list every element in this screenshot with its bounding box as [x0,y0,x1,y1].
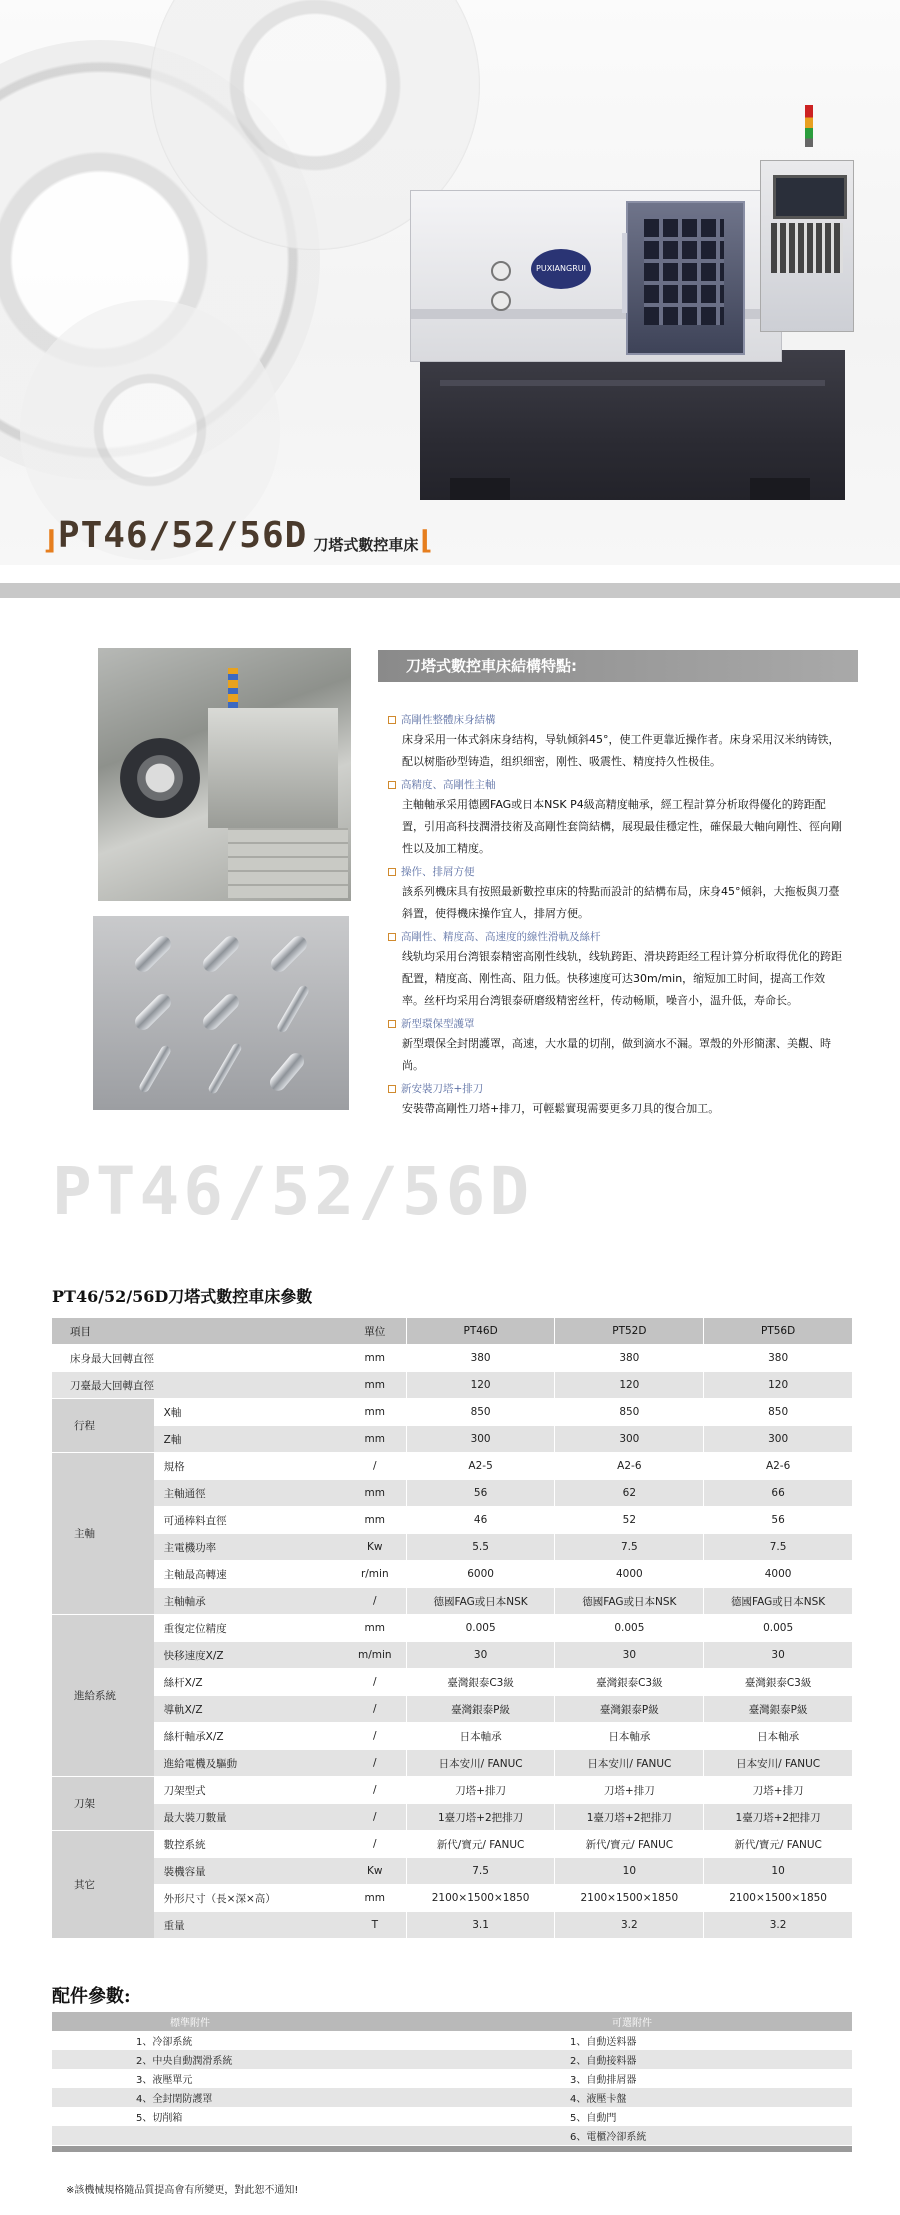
gauge-icon [491,261,511,281]
header-standard: 標準附件 [52,2012,452,2031]
table-row: 主軸 規格 / A2-5 A2-6 A2-6 [52,1453,852,1480]
header-pt56d: PT56D [704,1318,852,1345]
feature-title: 操作、排屑方便 [401,866,475,878]
checkbox-icon [388,781,396,789]
parts-photo [93,916,349,1110]
feature-item [388,929,853,1012]
table-row: 絲杆X/Z / 臺灣銀泰C3級 臺灣銀泰C3級 臺灣銀泰C3級 [52,1669,852,1696]
checkbox-icon [388,933,396,941]
table-row: 主軸最高轉速 r/min 6000 4000 4000 [52,1561,852,1588]
feature-title: 高精度、高剛性主軸 [401,779,496,791]
feature-text: 該系列機床具有按照最新數控車床的特點而設計的結構布局，床身45°傾斜，大拖板與刀臺斜置，使得機床操作宜人，排屑方便。 [402,885,840,920]
feature-item [388,1016,853,1077]
group-label: 其它 [52,1831,154,1939]
table-row: 裝機容量 Kw 7.5 10 10 [52,1858,852,1885]
table-row: 4、全封閉防護罩 4、液壓卡盤 [52,2088,852,2107]
header-item: 項目 [52,1318,344,1345]
header-pt46d: PT46D [406,1318,555,1345]
accessories-title: 配件參數: [52,1986,131,2007]
spec-table-title: PT46/52/56D刀塔式數控車床參數 [52,1287,313,1306]
spec-table [52,1318,852,1939]
table-row: Z軸 mm 300 300 300 [52,1426,852,1453]
feature-item [388,712,853,773]
checkbox-icon [388,868,396,876]
table-row: 主軸軸承 / 德國FAG或日本NSK 德國FAG或日本NSK 德國FAG或日本NSK [52,1588,852,1615]
header-pt52d: PT52D [555,1318,704,1345]
page-title [44,508,432,556]
model-name: PT46/52/56D [57,515,308,556]
bracket-right-icon: ⌊ [420,526,433,556]
table-row: 刀臺最大回轉直徑 mm 120 120 120 [52,1372,852,1399]
feature-item [388,777,853,860]
spindle-photo [98,648,351,901]
feature-text: 线轨均采用台湾银泰精密高刚性线轨，线轨跨距、滑块跨距经工程计算分析取得优化的跨距配置，精度高、刚性高、阻力低。快移速度可达30m/min，缩短加工时间，提高工作效率。丝杆均采用台湾银泰研磨级精密丝杆，传动畅顺，噪音小，温升低，寿命长。 [402,950,842,1007]
feature-title: 高剛性整體床身結構 [401,714,496,726]
group-label: 進給系統 [52,1615,154,1777]
signal-lamp [805,105,813,147]
checkbox-icon [388,716,396,724]
divider-band [0,583,900,598]
table-header-row [52,1318,852,1345]
header-unit: 單位 [344,1318,406,1345]
checkbox-icon [388,1085,396,1093]
table-row: 重量 T 3.1 3.2 3.2 [52,1912,852,1939]
feature-title: 新安裝刀塔+排刀 [401,1083,484,1095]
watermark-model: PT46/52/56D [52,1153,534,1230]
table-row: 主軸通徑 mm 56 62 66 [52,1480,852,1507]
table-row: 3、液壓單元 3、自動排屑器 [52,2069,852,2088]
machine-door [626,201,745,355]
table-row: 刀架 刀架型式 / 刀塔+排刀 刀塔+排刀 刀塔+排刀 [52,1777,852,1804]
feature-text: 安裝帶高剛性刀塔+排刀，可輕鬆實現需要更多刀具的復合加工。 [402,1102,720,1115]
table-row: 行程 X軸 mm 850 850 850 [52,1399,852,1426]
checkbox-icon [388,1020,396,1028]
table-row: 5、切削箱 5、自動門 [52,2107,852,2126]
features-heading: 刀塔式數控車床結構特點: [378,650,858,682]
group-label: 行程 [52,1399,154,1453]
table-row: 1、冷卻系統 1、自動送料器 [52,2031,852,2050]
machine-base [420,350,845,500]
table-row: 最大裝刀數量 / 1臺刀塔+2把排刀 1臺刀塔+2把排刀 1臺刀塔+2把排刀 [52,1804,852,1831]
hero-banner [0,0,900,565]
table-row: 床身最大回轉直徑 mm 380 380 380 [52,1345,852,1372]
divider-line [52,2146,852,2152]
table-row: 主電機功率 Kw 5.5 7.5 7.5 [52,1534,852,1561]
features-list [388,712,853,1124]
table-row: 2、中央自動潤滑系統 2、自動接料器 [52,2050,852,2069]
keypad [771,223,843,273]
gauge-icon [491,291,511,311]
table-row: 導軌X/Z / 臺灣銀泰P級 臺灣銀泰P級 臺灣銀泰P級 [52,1696,852,1723]
table-row: 可通棒料直徑 mm 46 52 56 [52,1507,852,1534]
feature-item [388,864,853,925]
cnc-screen [773,175,847,219]
feature-text: 新型環保全封閉護罩，高速，大水量的切削，做到滴水不漏。罩殼的外形簡潔、美觀、時尚。 [402,1037,831,1072]
lathe-machine-image [410,140,860,500]
table-row: 外形尺寸（長×深×高） mm 2100×1500×1850 2100×1500×1850 2100×1500×1850 [52,1885,852,1912]
control-panel [760,160,854,332]
feature-item [388,1081,853,1120]
group-label: 主軸 [52,1453,154,1615]
table-row: 進給系統 重復定位精度 mm 0.005 0.005 0.005 [52,1615,852,1642]
model-subtitle: 刀塔式數控車床 [313,536,419,554]
feature-title: 高剛性、精度高、高速度的線性滑軌及絲杆 [401,931,601,943]
table-row: 絲杆軸承X/Z / 日本軸承 日本軸承 日本軸承 [52,1723,852,1750]
footnote: ※該機械規格隨品質提高會有所變更，對此恕不通知! [66,2185,299,2196]
table-row: 6、電櫃冷卻系統 [52,2126,852,2145]
group-label: 刀架 [52,1777,154,1831]
table-row: 其它 數控系統 / 新代/寶元/ FANUC 新代/寶元/ FANUC 新代/寶元/ FANUC [52,1831,852,1858]
table-row: 快移速度X/Z m/min 30 30 30 [52,1642,852,1669]
machine-body [410,190,782,362]
feature-title: 新型環保型護罩 [401,1018,475,1030]
accessories-table [52,2012,852,2145]
brand-logo: PUXIANGRUI [531,249,591,289]
table-row: 進給電機及驅動 / 日本安川/ FANUC 日本安川/ FANUC 日本安川/ FANUC [52,1750,852,1777]
header-optional: 可選附件 [452,2012,852,2031]
feature-text: 床身采用一体式斜床身结构，导轨倾斜45°，使工件更靠近操作者。床身采用汉米纳铸铁，配以树脂砂型铸造，组织细密，刚性、吸震性、精度持久性极佳。 [402,733,840,768]
feature-text: 主軸軸承采用德國FAG或日本NSK P4級高精度軸承，經工程計算分析取得優化的跨距配置，引用高科技潤滑技術及高剛性套筒結構，展現最佳穩定性，確保最大軸向剛性、徑向剛性以及加工精度。 [402,798,842,855]
bracket-left-icon: ⌋ [44,526,56,556]
table-header-row [52,2012,852,2031]
